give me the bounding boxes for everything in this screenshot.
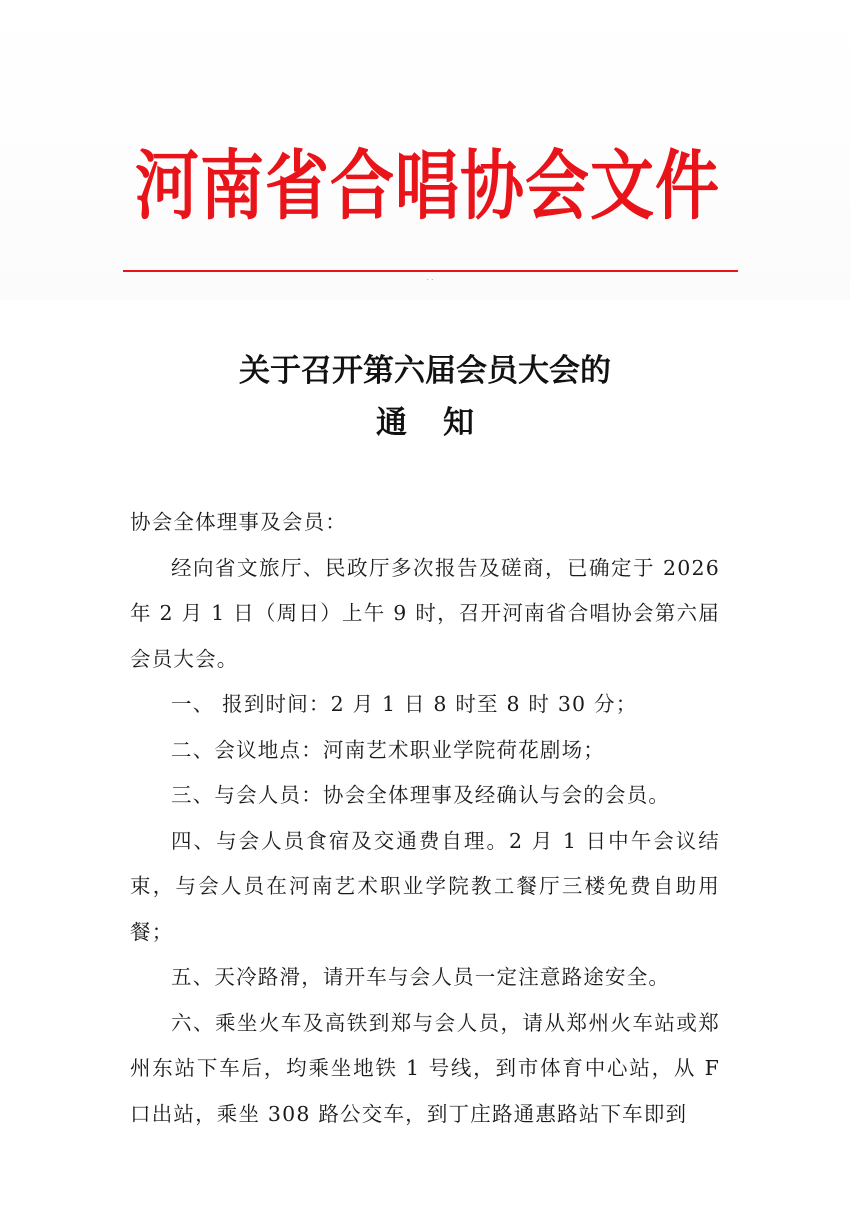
- item-expenses: 四、与会人员食宿及交通费自理。2 月 1 日中午会议结束，与会人员在河南艺术职业学院教工餐厅三楼免费自助用餐；: [130, 828, 720, 944]
- item-attendees: 三、与会人员：协会全体理事及经确认与会的会员。: [171, 783, 671, 807]
- notice-body: [130, 500, 720, 1137]
- item-safety: 五、天冷路滑，请开车与会人员一定注意路途安全。: [171, 965, 671, 989]
- notice-title: [0, 345, 850, 449]
- notice-title-line2: 通知: [376, 405, 510, 441]
- item-venue: 二、会议地点：河南艺术职业学院荷花剧场；: [171, 737, 605, 762]
- document-masthead: 河南省合唱协会文件: [135, 143, 720, 231]
- item-check-in-time: 一、 报到时间：2 月 1 日 8 时至 8 时 30 分；: [171, 692, 638, 716]
- intro-paragraph: 经向省文旅厅、民政厅多次报告及磋商，已确定于 2026 年 2 月 1 日（周日）上午 9 时，召开河南省合唱协会第六届会员大会。: [130, 555, 720, 671]
- notice-title-line1: 关于召开第六届会员大会的: [239, 353, 611, 389]
- item-transport: 六、乘坐火车及高铁到郑与会人员，请从郑州火车站或郑州东站下车后，均乘坐地铁 1 号线，到市体育中心站，从 F 口出站，乘坐 308 路公交车，到丁庄路通惠路站下车即到: [130, 1010, 720, 1126]
- red-separator-line: [123, 270, 738, 272]
- separator-mark: · ·: [426, 276, 434, 284]
- salutation: 协会全体理事及会员：: [130, 510, 347, 534]
